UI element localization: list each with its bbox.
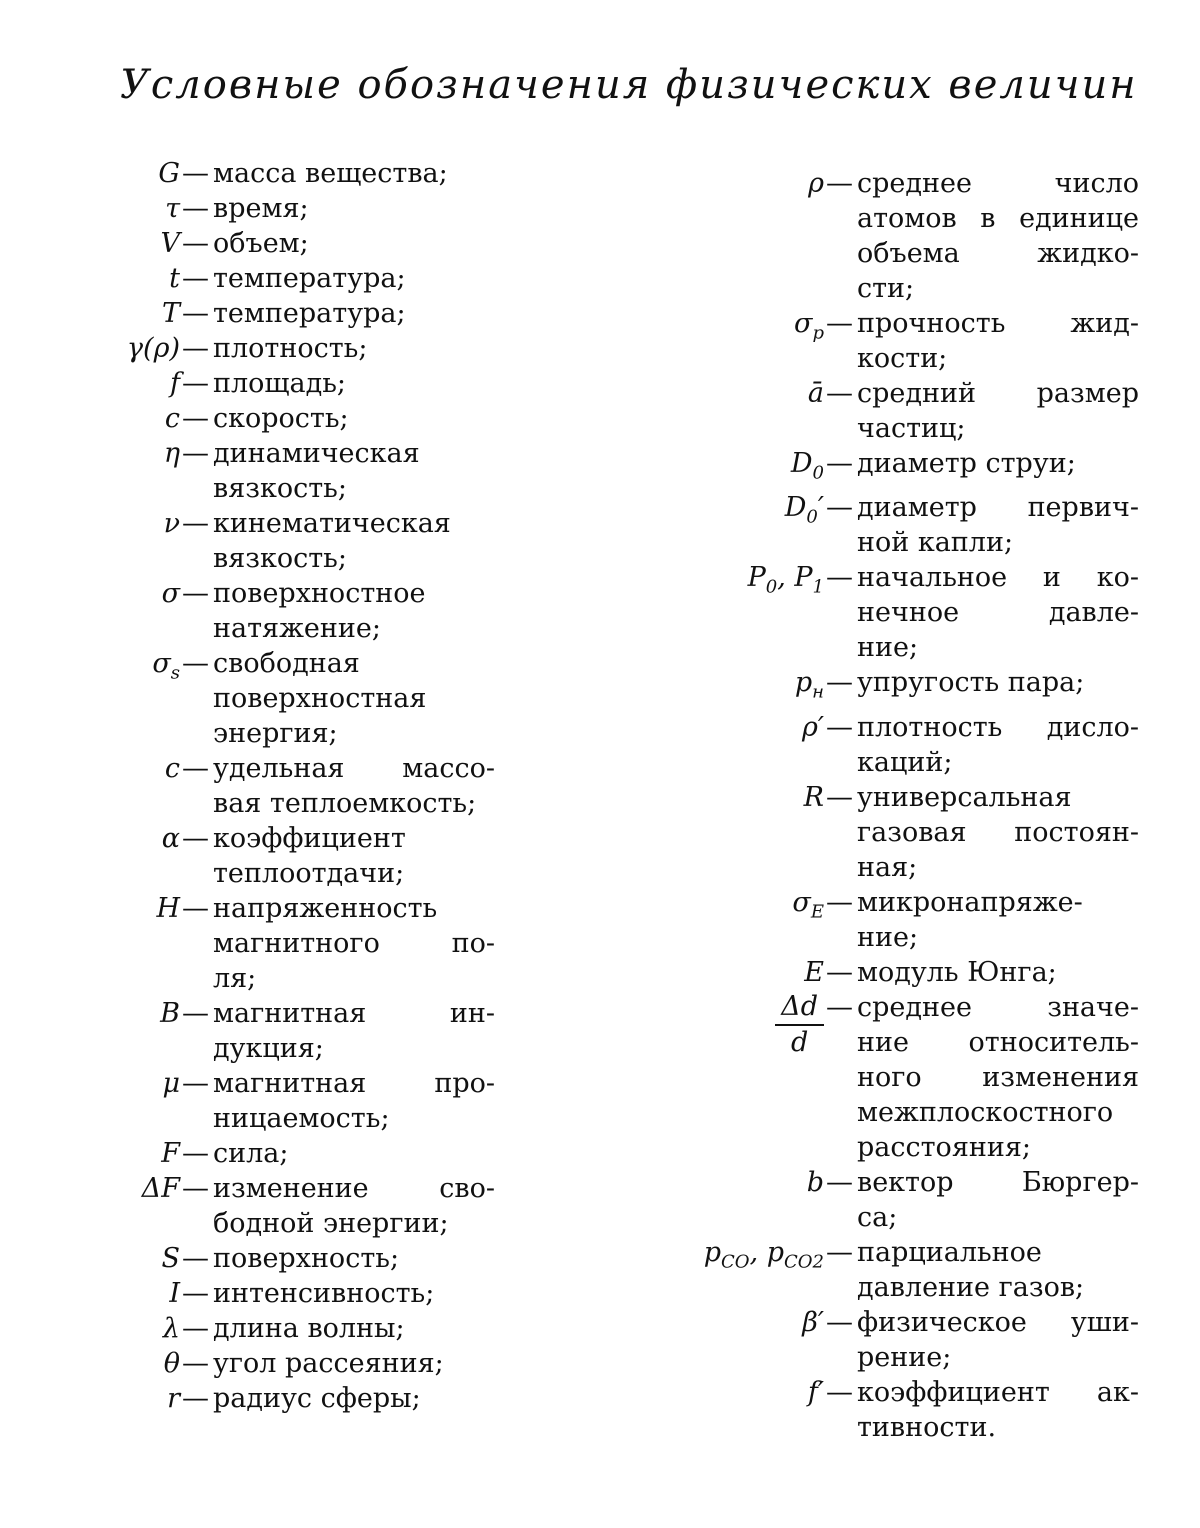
definition-line: поверхность;	[213, 1243, 400, 1274]
dash-separator: —	[826, 1236, 853, 1268]
definition-line: прочность жид-	[857, 308, 1139, 339]
definition-line: ля;	[213, 963, 257, 994]
definition	[213, 576, 495, 646]
definition-line: нечное давле-	[857, 597, 1139, 629]
dash-separator: —	[182, 1348, 209, 1379]
definition-line: частиц;	[857, 413, 966, 444]
definition	[213, 821, 495, 891]
dash-separator: —	[826, 562, 853, 594]
dash-separator: —	[826, 1306, 853, 1338]
dash-separator: —	[182, 1383, 209, 1414]
definition-line: физическое уши-	[857, 1306, 1139, 1338]
definition	[857, 780, 1139, 885]
definition	[857, 955, 1139, 990]
definition-line: удельная массо-	[213, 753, 495, 784]
definition-line: плотность;	[213, 333, 368, 364]
definition-line: среднее число	[857, 168, 1139, 199]
definition	[213, 1346, 495, 1381]
left-entry	[60, 401, 495, 436]
symbol: f′	[807, 1376, 824, 1408]
symbol: ν	[163, 508, 180, 539]
definition	[213, 996, 495, 1066]
definition-line: начальное и ко-	[857, 562, 1139, 594]
definition	[213, 436, 495, 506]
definition-line: сти;	[857, 273, 915, 304]
symbol: b	[806, 1166, 824, 1198]
definition-line: скорость;	[213, 403, 349, 434]
definition-line: сила;	[213, 1138, 289, 1169]
symbol: r	[167, 1383, 180, 1414]
definition	[857, 1305, 1139, 1375]
definition	[857, 446, 1139, 481]
symbol: $D_0'$	[784, 492, 824, 528]
definition	[857, 710, 1139, 780]
definition-line: масса вещества;	[213, 158, 448, 189]
left-entry	[60, 1276, 495, 1311]
definition-line: кинематическая	[213, 508, 451, 539]
left-entry	[60, 751, 495, 821]
symbol: ρ	[808, 168, 824, 199]
symbol: ā	[807, 378, 824, 409]
dash-separator: —	[182, 578, 209, 609]
definition	[213, 1066, 495, 1136]
left-entry	[60, 1311, 495, 1346]
symbol: f	[170, 368, 180, 399]
left-entry	[60, 296, 495, 331]
dash-separator: —	[182, 753, 209, 784]
definition-line: ного изменения	[857, 1061, 1139, 1093]
definition-line: динамическая	[213, 438, 420, 469]
symbol: θ	[163, 1348, 180, 1379]
left-entry	[60, 646, 495, 751]
definition-line: интенсивность;	[213, 1278, 435, 1309]
right-entry	[600, 560, 1139, 665]
symbol: $\frac{\Delta d}{d}$	[600, 990, 824, 1060]
left-entry	[60, 366, 495, 401]
right-entry	[600, 306, 1139, 376]
definition-line: магнитного по-	[213, 928, 495, 959]
definition-line: рение;	[857, 1341, 952, 1373]
definition-line: микронапряже-	[857, 886, 1083, 918]
definition-line: время;	[213, 193, 309, 224]
definition	[857, 166, 1139, 306]
symbol: γ(ρ)	[126, 333, 180, 364]
definition-line: газовая постоян-	[857, 816, 1139, 848]
definition-line: вая теплоемкость;	[213, 788, 477, 819]
right-entry	[600, 166, 1139, 306]
dash-separator: —	[182, 1138, 209, 1169]
definition-line: вектор Бюргер-	[857, 1166, 1139, 1198]
definition-line: универсальная	[857, 781, 1072, 813]
dash-separator: —	[182, 1173, 209, 1204]
definition-line: са;	[857, 1201, 898, 1233]
symbol: c	[164, 403, 180, 434]
definition-line: каций;	[857, 746, 953, 778]
right-entry	[600, 490, 1139, 560]
definition-line: энергия;	[213, 718, 338, 749]
definition-line: бодной энергии;	[213, 1208, 449, 1239]
right-entry	[600, 446, 1139, 490]
definition-line: атомов в единице	[857, 203, 1139, 234]
dash-separator: —	[182, 508, 209, 539]
definition-line: вязкость;	[213, 543, 347, 574]
dash-separator: —	[826, 667, 853, 699]
definition-line: упругость пара;	[857, 667, 1085, 699]
symbol: I	[169, 1278, 180, 1309]
definition	[213, 751, 495, 821]
dash-separator: —	[182, 893, 209, 924]
dash-separator: —	[182, 403, 209, 434]
right-column	[600, 166, 1139, 1445]
definition-line: температура;	[213, 263, 406, 294]
dash-separator: —	[182, 298, 209, 329]
dash-separator: —	[182, 263, 209, 294]
symbol: T	[161, 298, 180, 329]
definition	[213, 1381, 495, 1416]
right-entry	[600, 710, 1139, 780]
dash-separator: —	[182, 193, 209, 224]
definition-line: диаметр первич-	[857, 492, 1139, 524]
definition-line: теплоотдачи;	[213, 858, 405, 889]
definition-line: парциальное	[857, 1236, 1042, 1268]
symbol: η	[163, 438, 180, 469]
definition	[857, 1375, 1139, 1445]
definition	[213, 191, 495, 226]
symbol: $\sigma_p$	[794, 308, 824, 344]
dash-separator: —	[182, 438, 209, 469]
left-entry	[60, 1136, 495, 1171]
definition	[213, 1311, 495, 1346]
dash-separator: —	[182, 1068, 209, 1099]
symbol: $\sigma_E$	[792, 886, 824, 923]
definition	[213, 1171, 495, 1241]
definition	[213, 646, 495, 751]
definition	[213, 366, 495, 401]
symbol: R	[803, 781, 824, 813]
definition	[213, 1241, 495, 1276]
definition	[857, 665, 1139, 700]
right-entry	[600, 1165, 1139, 1235]
definition	[213, 1136, 495, 1171]
left-entry	[60, 226, 495, 261]
symbol: μ	[162, 1068, 180, 1099]
dash-separator: —	[826, 886, 853, 918]
left-entry	[60, 576, 495, 646]
right-entry	[600, 665, 1139, 709]
symbol: E	[804, 956, 824, 988]
definition-line: тивности.	[857, 1411, 997, 1443]
definition	[857, 306, 1139, 376]
definition	[857, 490, 1139, 560]
dash-separator: —	[182, 998, 209, 1029]
symbol: τ	[165, 193, 180, 224]
left-entry	[60, 261, 495, 296]
definition	[213, 156, 495, 191]
right-entry	[600, 1235, 1139, 1305]
definition-line: дукция;	[213, 1033, 324, 1064]
right-entry	[600, 955, 1139, 990]
dash-separator: —	[826, 1376, 853, 1408]
definition-line: температура;	[213, 298, 406, 329]
left-entry	[60, 891, 495, 996]
definition-line: ницаемость;	[213, 1103, 390, 1134]
definition-line: ние относитель-	[857, 1026, 1139, 1058]
definition-line: расстояния;	[857, 1131, 1031, 1163]
definition	[213, 226, 495, 261]
left-entry	[60, 1171, 495, 1241]
definition-line: длина волны;	[213, 1313, 405, 1344]
definition-line: плотность дисло-	[857, 711, 1139, 743]
definition	[857, 885, 1139, 955]
definition-line: коэффициент	[213, 823, 406, 854]
definition-line: среднее значе-	[857, 991, 1139, 1023]
definition-line: давление газов;	[857, 1271, 1085, 1303]
symbol: β′	[802, 1306, 824, 1338]
definition-line: ние;	[857, 632, 919, 664]
dash-separator: —	[826, 168, 853, 199]
symbol: G	[158, 158, 180, 189]
definition	[213, 506, 495, 576]
definition-line: изменение сво-	[213, 1173, 495, 1204]
dash-separator: —	[826, 1166, 853, 1198]
definition-line: кости;	[857, 343, 948, 374]
dash-separator: —	[826, 956, 853, 988]
left-entry	[60, 821, 495, 891]
definition-line: поверхностное	[213, 578, 426, 609]
symbol: B	[160, 998, 180, 1029]
symbol: $P_0$, $P_1$	[747, 562, 824, 598]
definition-line: средний размер	[857, 378, 1139, 409]
definition-line: магнитная про-	[213, 1068, 495, 1099]
definition	[857, 560, 1139, 665]
definition	[857, 1165, 1139, 1235]
definition-line: объема жидко-	[857, 238, 1139, 269]
left-entry	[60, 506, 495, 576]
symbol: H	[156, 893, 180, 924]
definition-line: ние;	[857, 921, 919, 953]
definition-line: объем;	[213, 228, 309, 259]
definition-line: диаметр струи;	[857, 448, 1076, 479]
definition	[857, 376, 1139, 446]
right-entry	[600, 1305, 1139, 1375]
symbol: c	[164, 753, 180, 784]
dash-separator: —	[182, 333, 209, 364]
dash-separator: —	[182, 228, 209, 259]
dash-separator: —	[826, 378, 853, 409]
symbol: $\sigma_s$	[152, 648, 180, 684]
left-column	[60, 156, 495, 1416]
dash-separator: —	[826, 308, 853, 339]
symbol: F	[161, 1138, 180, 1169]
definition-line: межплоскостного	[857, 1096, 1114, 1128]
right-entry	[600, 376, 1139, 446]
definition	[857, 990, 1139, 1165]
definition-line: радиус сферы;	[213, 1383, 421, 1414]
symbol: $p_н$	[794, 667, 824, 703]
definition-line: площадь;	[213, 368, 347, 399]
left-entry	[60, 156, 495, 191]
dash-separator: —	[182, 1278, 209, 1309]
symbol: $p_{CO}$, $p_{CO2}$	[703, 1236, 824, 1273]
left-entry	[60, 1346, 495, 1381]
definition	[213, 1276, 495, 1311]
right-entry	[600, 1375, 1139, 1445]
symbol: ρ′	[801, 711, 824, 743]
symbol: V	[160, 228, 180, 259]
definition	[213, 891, 495, 996]
symbol: σ	[161, 578, 180, 609]
left-entry	[60, 1241, 495, 1276]
definition-line: напряженность	[213, 893, 438, 924]
dash-separator: —	[182, 158, 209, 189]
left-entry	[60, 436, 495, 506]
right-entry	[600, 780, 1139, 885]
left-entry	[60, 331, 495, 366]
definition	[213, 331, 495, 366]
symbol: λ	[162, 1313, 180, 1344]
definition-line: угол рассеяния;	[213, 1348, 444, 1379]
definition	[213, 261, 495, 296]
left-entry	[60, 1381, 495, 1416]
symbol: $D_0$	[790, 448, 824, 484]
symbol: t	[169, 263, 180, 294]
definition	[857, 1235, 1139, 1305]
left-entry	[60, 996, 495, 1066]
left-entry	[60, 1066, 495, 1136]
dash-separator: —	[826, 991, 853, 1023]
symbol: S	[161, 1243, 180, 1274]
definition-line: магнитная ин-	[213, 998, 495, 1029]
definition	[213, 401, 495, 436]
definition-line: ная;	[857, 851, 918, 883]
dash-separator: —	[182, 1313, 209, 1344]
dash-separator: —	[826, 448, 853, 479]
dash-separator: —	[182, 368, 209, 399]
dash-separator: —	[826, 492, 853, 524]
definition-line: ной капли;	[857, 527, 1014, 559]
definition-line: коэффициент ак-	[857, 1376, 1139, 1408]
right-entry	[600, 990, 1139, 1165]
definition-line: модуль Юнга;	[857, 956, 1057, 988]
dash-separator: —	[182, 1243, 209, 1274]
symbol: ΔF	[141, 1173, 180, 1204]
definition-line: вязкость;	[213, 473, 347, 504]
page-title: Условные обозначения физических величин	[120, 62, 1138, 108]
dash-separator: —	[182, 823, 209, 854]
dash-separator: —	[182, 648, 209, 679]
definition-line: свободная	[213, 648, 360, 679]
definition-line: поверхностная	[213, 683, 427, 714]
left-entry	[60, 191, 495, 226]
dash-separator: —	[826, 781, 853, 813]
symbol: α	[161, 823, 180, 854]
right-entry	[600, 885, 1139, 955]
definition-line: натяжение;	[213, 613, 381, 644]
dash-separator: —	[826, 711, 853, 743]
definition	[213, 296, 495, 331]
